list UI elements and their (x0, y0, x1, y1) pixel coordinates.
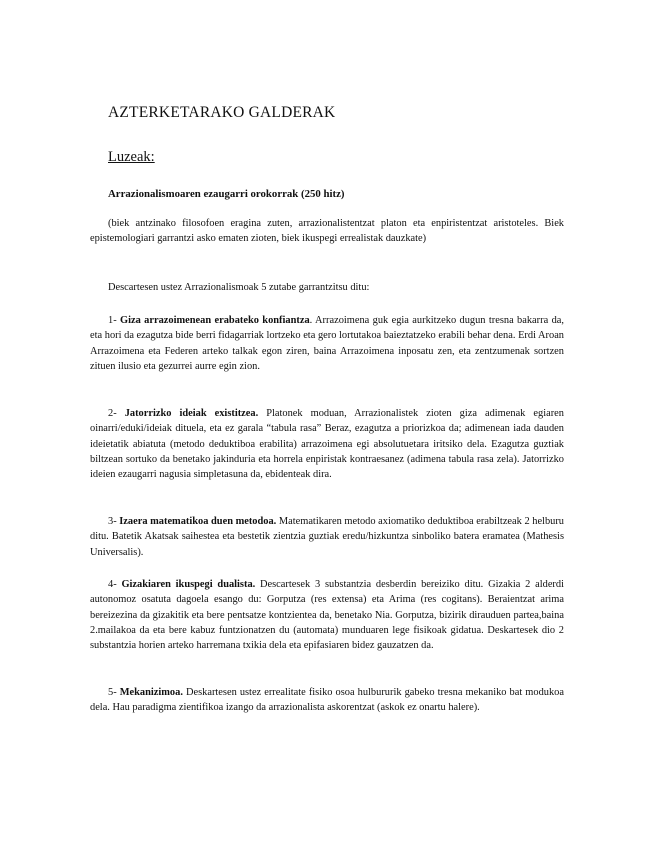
pillar-item-1 (90, 313, 564, 374)
item-number: 1- (108, 315, 117, 326)
pillar-item-5 (90, 685, 564, 716)
item-number: 3- (108, 516, 117, 527)
item-number: 2- (108, 408, 117, 419)
pillar-item-2 (90, 406, 564, 482)
section-subtitle: Luzeak: (108, 149, 155, 165)
item-text: Descartesek 3 substantzia desberdin bereiziko ditu. Gizakia 2 alderdi autonomoz osatuta dagoela esango du: Gorputza (res extensa) eta Arima (res cogitans). Beraientzat arima bereizezina da gizakitik eta bere pentsatze kontzientea da, benetako Nia. Gorputza, bizirik dirauduen partea,baina 2.mailakoa da eta bere kabuz funtzionatzen du (automata) munduaren lege fisikoak gidatua. Deskartesek dio 2 substantzia horien arteko harremana txikia dela eta epifasiaren bidez gauzatzen da. (90, 579, 564, 652)
item-bold-title: Jatorrizko ideiak existitzea. (124, 408, 259, 419)
item-text: Deskartesen ustez errealitate fisiko osoa hulbururik gabeko tresna mekaniko bat modukoa dela. Hau paradigma zientifikoa izango da arrazionalista askorentzat (askok ez onartu halere). (90, 687, 564, 714)
item-number: 4- (108, 579, 117, 590)
question-heading: Arrazionalismoaren ezaugarri orokorrak (250 hitz) (108, 188, 345, 200)
pillar-item-4 (90, 577, 564, 653)
lead-paragraph: Descartesen ustez Arrazionalismoak 5 zutabe garrantzitsu ditu: (108, 282, 370, 293)
item-text: Platonek moduan, Arrazionalistek zioten giza adimenak egiaren oinarri/eduki/ideiak dituela, eta ez garala “tabula rasa” Beraz, ezagutza a priorizkoa da; adimenean iada dauden ideietatik abiatuta (metodo deduktiboa erabilita) arrazoimena egi absolutuetara iritsiko dela. Ezagutza guztiak biltzean sortuko da benetako jakinduria eta horrela enpiristak kontraesanez (adimena tabula rasa zela). Jatorrizko ideien ezaugarri nagusia simpletasuna da, ebidenteak dira. (90, 408, 564, 481)
intro-paragraph: (biek antzinako filosofoen eragina zuten, arrazionalistentzat platon eta enpiristentzat aristoteles. Biek epistemologiari garrantzi asko ematen zioten, biek ikuspegi errealistak dauzkate) (90, 218, 564, 245)
item-bold-title: Giza arrazoimenean erabateko konfiantza (120, 315, 310, 326)
item-bold-title: Mekanizimoa. (119, 687, 183, 698)
item-number: 5- (108, 687, 117, 698)
document-title: AZTERKETARAKO GALDERAK (108, 104, 336, 121)
item-text: . Arrazoimena guk egia aurkitzeko dugun tresna bakarra da, eta hori da ezagutza bide berri fidagarriak lortzeko eta gero lortutakoa baieztatzeko erabili behar dena. Erdi Aroan Arrazoimena eta Federen arteko talkak egon ziren, baina Arrazoimena inposatu zen, eta zentzumenak sortzen zituen ilusio eta gezurrei aurre egin zion. (90, 315, 564, 372)
pillar-item-3 (90, 514, 564, 560)
item-bold-title: Gizakiaren ikuspegi dualista. (121, 579, 256, 590)
item-text: Matematikaren metodo axiomatiko deduktiboa erabiltzeak 2 helburu ditu. Batetik Akatsak saihestea eta bestetik zientzia guztiak eredu/hizkuntza sinboliko batera eramatea (Mathesis Universalis). (90, 516, 564, 558)
item-bold-title: Izaera matematikoa duen metodoa. (119, 516, 277, 527)
